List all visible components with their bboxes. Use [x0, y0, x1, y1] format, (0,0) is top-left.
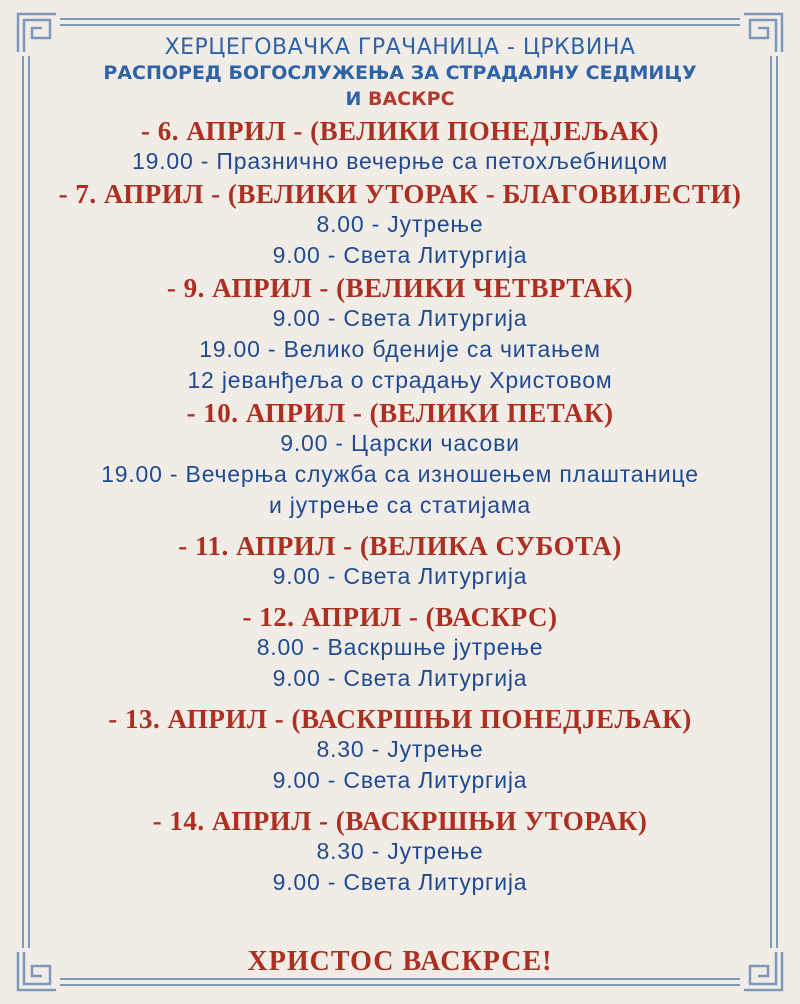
- day-title: - 7. АПРИЛ - (ВЕЛИКИ УТОРАК - БЛАГОВИЈЕСТИ): [58, 179, 742, 209]
- service-item: 9.00 - Света Литургија: [272, 242, 528, 268]
- day-block: [40, 806, 760, 898]
- service-item: 19.00 - Велико бденије са читањем: [199, 336, 601, 362]
- day-title: - 11. АПРИЛ - (ВЕЛИКА СУБОТА): [178, 531, 622, 561]
- day-block: [40, 179, 760, 271]
- day-block: [40, 704, 760, 796]
- service-item: 9.00 - Света Литургија: [272, 767, 528, 793]
- day-title: - 13. АПРИЛ - (ВАСКРШЊИ ПОНЕДЈЕЉАК): [108, 704, 692, 734]
- day-block: [40, 273, 760, 396]
- service-item: 9.00 - Света Литургија: [272, 305, 528, 331]
- day-block: [40, 398, 760, 521]
- subtitle-easter: ВАСКРС: [368, 88, 455, 110]
- service-item: 9.00 - Царски часови: [280, 430, 520, 456]
- schedule-title: РАСПОРЕД БОГОСЛУЖЕЊА ЗА СТРАДАЛНУ СЕДМИЦУ: [103, 62, 697, 84]
- service-item: 19.00 - Празнично вечерње са петохљебницом: [132, 148, 668, 174]
- service-item: 8.30 - Јутрење: [316, 736, 484, 762]
- church-name: ХЕРЦЕГОВАЧКА ГРАЧАНИЦА - ЦРКВИНА: [164, 35, 636, 60]
- service-item: и јутрење са статијама: [268, 492, 532, 518]
- day-title: - 6. АПРИЛ - (ВЕЛИКИ ПОНЕДЈЕЉАК): [140, 116, 660, 146]
- service-item: 8.30 - Јутрење: [316, 838, 484, 864]
- service-item: 8.00 - Васкршње јутрење: [256, 634, 544, 660]
- service-item: 19.00 - Вечерња служба са изношењем плаштанице: [101, 461, 699, 487]
- schedule-subtitle: [40, 86, 760, 112]
- day-block: [40, 116, 760, 177]
- schedule-content: [40, 34, 760, 898]
- service-item: 9.00 - Света Литургија: [272, 563, 528, 589]
- service-item: 9.00 - Света Литургија: [272, 869, 528, 895]
- day-title: - 9. АПРИЛ - (ВЕЛИКИ ЧЕТВРТАК): [166, 273, 634, 303]
- service-item: 9.00 - Света Литургија: [272, 665, 528, 691]
- day-title: - 10. АПРИЛ - (ВЕЛИКИ ПЕТАК): [186, 398, 614, 428]
- subtitle-conjunction: И: [345, 88, 362, 110]
- easter-greeting: ХРИСТОС ВАСКРСЕ!: [247, 946, 553, 977]
- service-item: 8.00 - Јутрење: [316, 211, 484, 237]
- day-block: [40, 531, 760, 592]
- day-block: [40, 602, 760, 694]
- day-title: - 14. АПРИЛ - (ВАСКРШЊИ УТОРАК): [152, 806, 648, 836]
- day-title: - 12. АПРИЛ - (ВАСКРС): [242, 602, 558, 632]
- service-item: 12 јеванђеља о страдању Христовом: [187, 367, 613, 393]
